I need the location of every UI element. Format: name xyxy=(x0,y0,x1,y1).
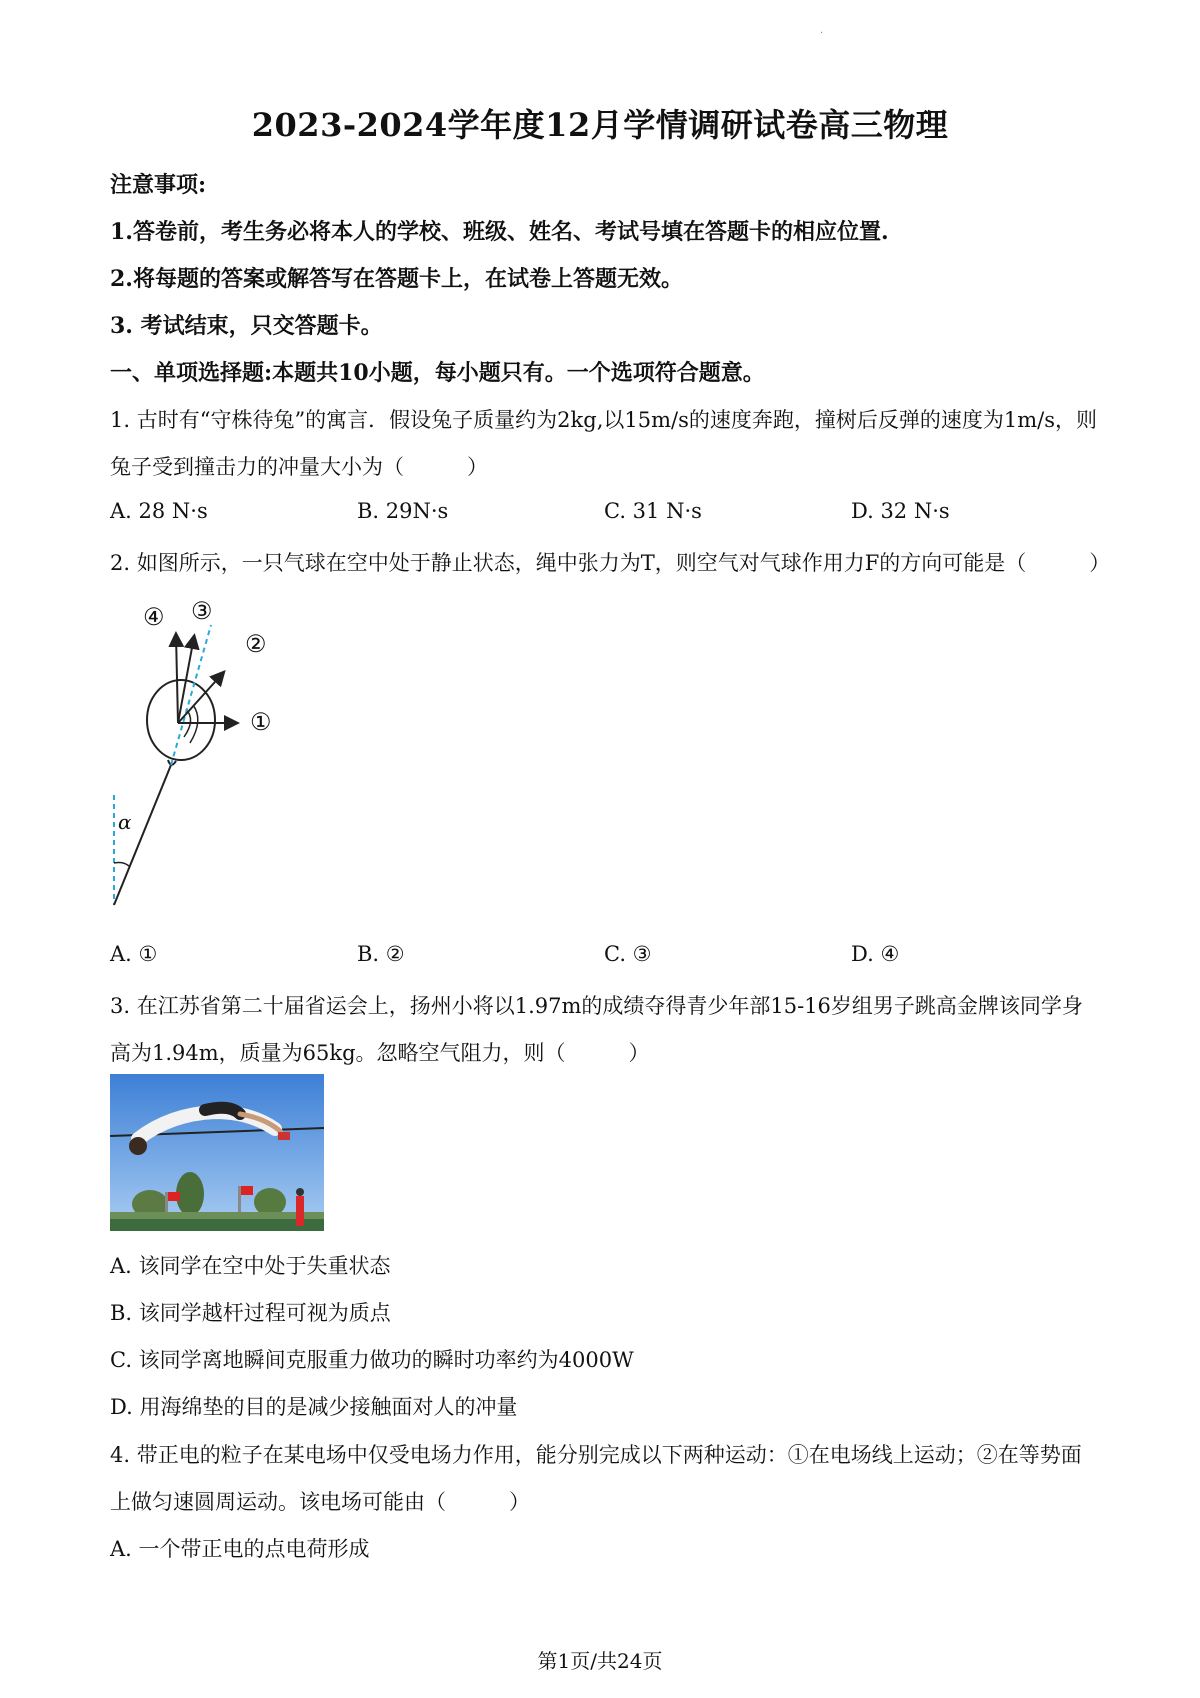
q3-option-b: B. 该同学越杆过程可视为质点 xyxy=(110,1301,391,1325)
figure-label-2: ② xyxy=(245,630,267,658)
section-1-heading: 一、单项选择题:本题共10小题，每小题只有。一个选项符合题意。 xyxy=(110,360,765,386)
q1-stem-line-1: 1. 古时有“守株待兔”的寓言．假设兔子质量约为2kg,以15m/s的速度奔跑，撞树后反弹的速度为1m/s，则 xyxy=(110,408,1097,432)
q1-stem-line-2: 兔子受到撞击力的冲量大小为（ ） xyxy=(110,455,488,479)
q1-option-a: A. 28 N·s xyxy=(110,499,208,523)
page-footer: 第1页/共24页 xyxy=(537,1649,663,1673)
notice-heading: 注意事项: xyxy=(110,172,207,198)
q2-option-b: B. ② xyxy=(357,942,405,966)
q2-option-c: C. ③ xyxy=(604,942,652,966)
high-jump-photo xyxy=(110,1074,324,1231)
rope xyxy=(114,765,171,905)
exam-title: 2023-2024学年度12月学情调研试卷高三物理 xyxy=(251,106,949,144)
q1-option-b: B. 29N·s xyxy=(357,499,449,523)
header-mark: · xyxy=(820,28,824,39)
figure-label-3: ③ xyxy=(191,597,213,625)
angle-arc xyxy=(114,863,130,868)
arrow-4 xyxy=(176,635,178,723)
notice-item-2: 2.将每题的答案或解答写在答题卡上，在试卷上答题无效。 xyxy=(110,266,683,292)
q4-option-a: A. 一个带正电的点电荷形成 xyxy=(110,1537,370,1561)
q2-stem-line-1: 2. 如图所示，一只气球在空中处于静止状态，绳中张力为T，则空气对气球作用力F的方向可能是（ ） xyxy=(110,551,1111,575)
q2-option-d: D. ④ xyxy=(851,942,900,966)
q4-stem-line-2: 上做匀速圆周运动。该电场可能由（ ） xyxy=(110,1490,530,1514)
q3-option-a: A. 该同学在空中处于失重状态 xyxy=(110,1254,391,1278)
figure-label-1: ① xyxy=(250,708,272,736)
q1-option-d: D. 32 N·s xyxy=(851,499,950,523)
q4-stem-line-1: 4. 带正电的粒子在某电场中仅受电场力作用，能分别完成以下两种运动：①在电场线上运动；②在等势面 xyxy=(110,1443,1082,1467)
q1-option-c: C. 31 N·s xyxy=(604,499,702,523)
notice-item-3: 3. 考试结束，只交答题卡。 xyxy=(110,313,383,339)
q2-option-a: A. ① xyxy=(110,942,158,966)
notice-item-1: 1.答卷前，考生务必将本人的学校、班级、姓名、考试号填在答题卡的相应位置. xyxy=(110,219,889,245)
q3-stem-line-1: 3. 在江苏省第二十届省运会上，扬州小将以1.97m的成绩夺得青少年部15-16岁组男子跳高金牌该同学身 xyxy=(110,994,1083,1018)
figure-label-4: ④ xyxy=(143,603,165,631)
figure-label-alpha: α xyxy=(118,810,132,834)
q3-stem-line-2: 高为1.94m，质量为65kg。忽略空气阻力，则（ ） xyxy=(110,1041,650,1065)
q3-option-d: D. 用海绵垫的目的是减少接触面对人的冲量 xyxy=(110,1395,518,1419)
q3-option-c: C. 该同学离地瞬间克服重力做功的瞬时功率约为4000W xyxy=(110,1348,634,1372)
